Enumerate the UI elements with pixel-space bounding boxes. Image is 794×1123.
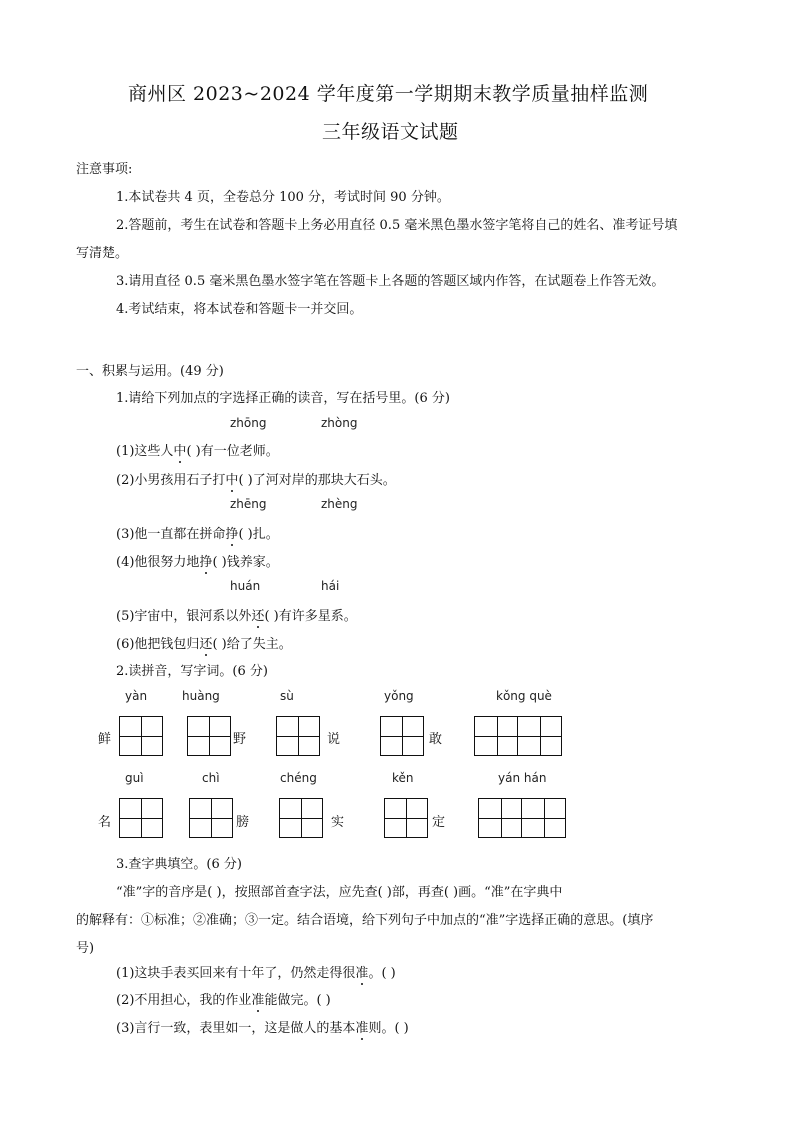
question-3-item-1: (1)这块手表买回来有十年了，仍然走得很准。( ) (116, 966, 396, 981)
notes-heading: 注意事项: (76, 162, 133, 177)
note-1: 1.本试卷共 4 页，全卷总分 100 分，考试时间 90 分钟。 (116, 190, 450, 205)
section-heading: 一、积累与运用。(49 分) (76, 364, 224, 379)
pinyin-prompt: sù (280, 689, 294, 703)
question-1-item-4: (4)他很努力地挣( )钱养家。 (116, 555, 279, 570)
question-3-item-3: (3)言行一致，表里如一，这是做人的基本准则。( ) (116, 1021, 409, 1036)
question-1-item-3: (3)他一直都在拼命挣( )扎。 (116, 527, 279, 542)
pinyin-prompt: chì (202, 771, 220, 785)
question-3-para-1: “准”字的音序是( )，按照部首查字法，应先查( )部，再查( )画。“准”在字典中 (116, 885, 563, 900)
note-3: 3.请用直径 0.5 毫米黑色墨水签字笔在答题卡上各题的答题区域内作答，在试题卷上作答无效。 (116, 274, 665, 289)
pinyin-prompt: kǒng què (496, 689, 552, 703)
note-2-cont: 写清楚。 (76, 246, 129, 261)
context-char: 鲜 (98, 732, 112, 747)
writing-grid-double[interactable] (474, 716, 562, 756)
context-char: 敢 (429, 732, 443, 747)
writing-grid[interactable] (187, 716, 231, 756)
question-3-stem: 3.查字典填空。(6 分) (116, 857, 242, 872)
question-3-item-2: (2)不用担心，我的作业准能做完。( ) (116, 993, 331, 1008)
pinyin-option: hái (321, 579, 340, 593)
note-4: 4.考试结束，将本试卷和答题卡一并交回。 (116, 302, 363, 317)
exam-title: 商州区 2023~2024 学年度第一学期期末教学质量抽样监测 (128, 83, 649, 105)
exam-subtitle: 三年级语文试题 (322, 121, 459, 143)
writing-grid[interactable] (119, 798, 163, 838)
question-1-item-5: (5)宇宙中，银河系以外还( )有许多星系。 (116, 609, 357, 624)
writing-grid[interactable] (276, 716, 320, 756)
pinyin-prompt: guì (125, 771, 144, 785)
pinyin-prompt: chéng (280, 771, 317, 785)
pinyin-option: zhōng (230, 416, 267, 430)
pinyin-prompt: huàng (182, 689, 220, 703)
writing-grid[interactable] (279, 798, 323, 838)
question-3-para-2: 的解释有：①标准；②准确；③一定。结合语境，给下列句子中加点的“准”字选择正确的意思。(填序 (76, 913, 654, 928)
writing-grid[interactable] (380, 716, 424, 756)
context-char: 实 (331, 815, 345, 830)
pinyin-prompt: yàn (125, 689, 148, 703)
question-1-item-6: (6)他把钱包归还( )给了失主。 (116, 637, 292, 652)
writing-grid-double[interactable] (478, 798, 566, 838)
context-char: 野 (233, 732, 247, 747)
pinyin-option: zhēng (230, 497, 267, 511)
question-1-item-2: (2)小男孩用石子打中( )了河对岸的那块大石头。 (116, 473, 396, 488)
question-1-item-1: (1)这些人中( )有一位老师。 (116, 444, 279, 459)
pinyin-option: zhèng (321, 497, 358, 511)
context-char: 名 (98, 815, 112, 830)
note-2: 2.答题前，考生在试卷和答题卡上务必用直径 0.5 毫米黑色墨水签字笔将自己的姓名、准考证号填 (116, 218, 678, 233)
pinyin-prompt: yán hán (498, 771, 547, 785)
pinyin-option: huán (230, 579, 261, 593)
context-char: 说 (327, 732, 341, 747)
question-1-stem: 1.请给下列加点的字选择正确的读音，写在括号里。(6 分) (116, 391, 450, 406)
pinyin-option: zhòng (321, 416, 358, 430)
pinyin-prompt: kěn (392, 771, 414, 785)
context-char: 定 (432, 815, 446, 830)
writing-grid[interactable] (119, 716, 163, 756)
context-char: 膀 (236, 815, 250, 830)
pinyin-prompt: yǒng (384, 689, 414, 703)
writing-grid[interactable] (189, 798, 233, 838)
question-2-stem: 2.读拼音，写字词。(6 分) (116, 664, 268, 679)
question-3-para-3: 号) (76, 941, 95, 956)
writing-grid[interactable] (384, 798, 428, 838)
